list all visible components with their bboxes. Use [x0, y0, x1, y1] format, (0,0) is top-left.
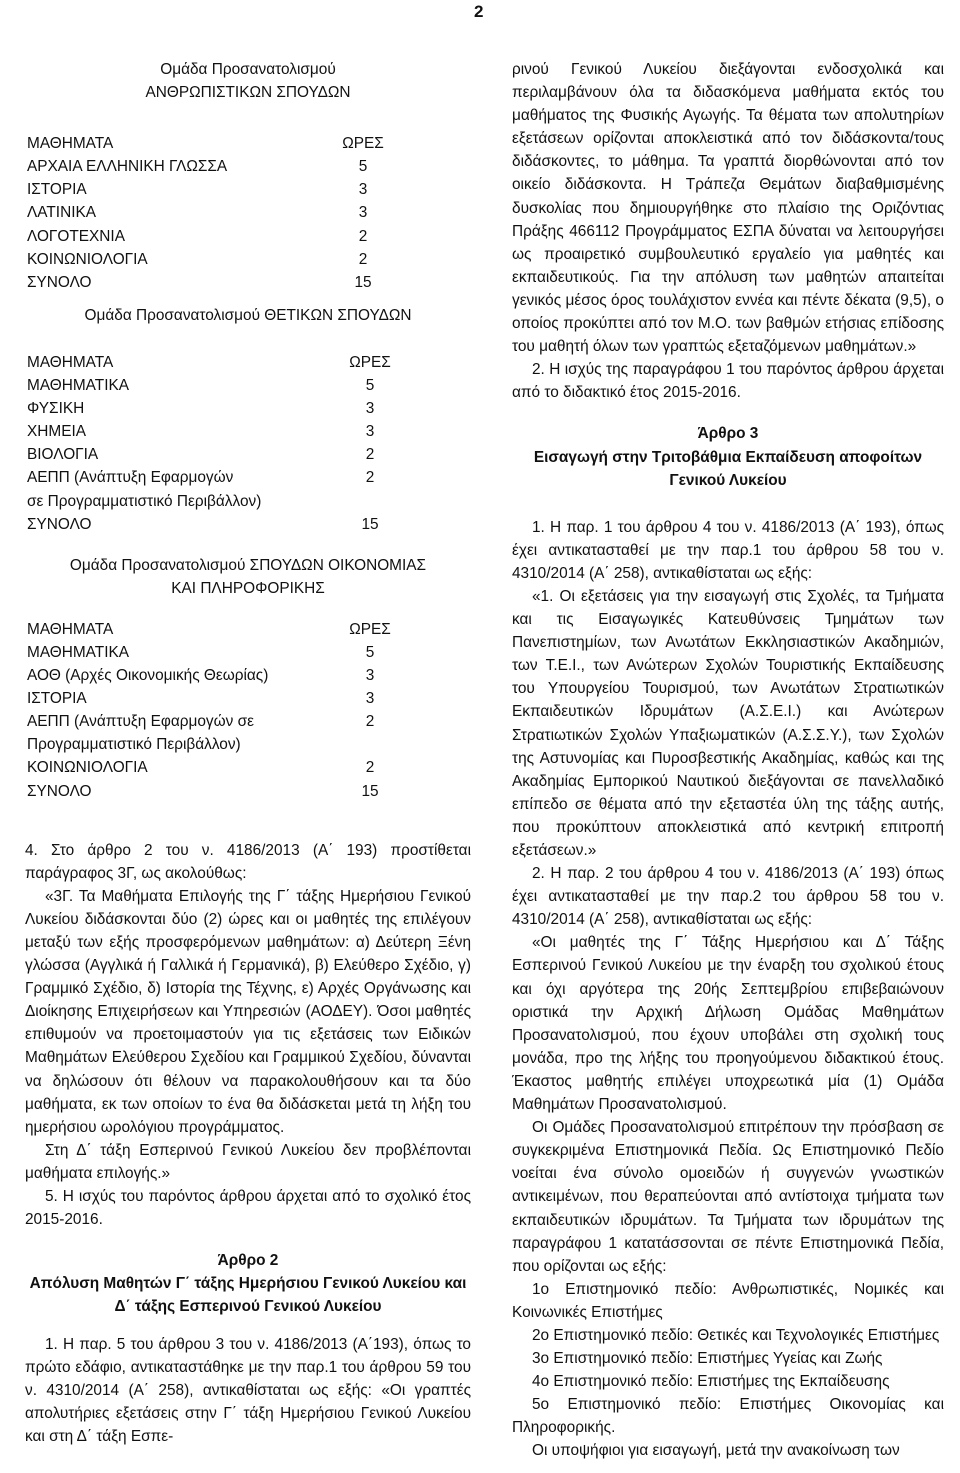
table-row: ΣΥΝΟΛΟ 15: [27, 782, 379, 800]
paragraph-5: 5. Η ισχύς του παρόντος άρθρου άρχεται από το σχολικό έτος 2015-2016.: [25, 1188, 471, 1229]
article-2-paragraph-1: 1. Η παρ. 5 του άρθρου 3 του ν. 4186/2013 (Α΄193), όπως το πρώτο εδάφιο, αντικαταστάθηκε με την παρ.1 του άρθρου 59 του ν. 4310/2014 (Α΄ 258), αντικαθίσταται ως εξής: «Οι γραπτές απολυτήριες εξετάσεις στην Γ΄ τάξη Ημερήσιου Γενικού Λυκείου και στη Δ΄ τάξη Εσπε-: [25, 1335, 471, 1445]
article-3-title-line1: Εισαγωγή στην Τριτοβάθμια Εκπαίδευση αποφοίτων: [533, 448, 923, 466]
table-row: ΑΟΘ (Αρχές Οικονομικής Θεωρίας) 3: [27, 667, 375, 685]
article-3-paragraph-2: 2. Η παρ. 2 του άρθρου 4 του ν. 4186/2013 (Α΄ 193) όπως έχει αντικατασταθεί με την παρ.2 του άρθρου 58 του ν. 4310/2014 (Α΄ 258), αντικαθίσταται ως εξής:: [512, 865, 944, 929]
table-row: ΧΗΜΕΙΑ 3: [27, 423, 375, 441]
field-item: 3ο Επιστημονικό πεδίο: Επιστήμες Υγείας και Ζωής: [532, 1350, 883, 1368]
paragraph-4-intro: 4. Στο άρθρο 2 του ν. 4186/2013 (Α΄ 193) προστίθεται παράγραφος 3Γ, ως ακολούθως:: [25, 841, 471, 882]
paragraph-2: 2. Η ισχύς της παραγράφου 1 του παρόντος άρθρου άρχεται από το διδακτικό έτος 2015-2016.: [512, 361, 944, 402]
continued-paragraph: ρινού Γενικού Λυκείου διεξάγονται ενδοσχολικά και περιλαμβάνουν όλα τα διδασκόμενα μαθήματα εκτός του μαθήματος της Φυσικής Αγωγής. Τα θέματα των απολυτηρίων εξετάσεων ορίζονται αποκλειστικά από τον διδάσκοντα/τους διδάσκοντες, το μάθημα. Τα γραπτά διορθώνονται από τον οικείο διδάσκοντα. Η Τράπεζα Θεμάτων διαβαθμισμένης δυσκολίας που δημιουργήθηκε στο πλαίσιο της Οριζόντιας Πράξης 466112 Προγράμματος ΕΣΠΑ δύναται να λειτουργήσει ως προαιρετικό συμβουλευτικό εργαλείο για μαθητές και εκπαιδευτικούς. Για την απόλυση των μαθητών απαιτείται γενικός μέσος όρος τουλάχιστον εννέα και πέντε δέκατα (9,5), ο οποίος προκύπτει από τον Μ.Ο. των βαθμών ετήσιας επίδοσης του μαθητή όλων των γραπτώς εξεταζόμενων μαθημάτων.»: [512, 61, 944, 356]
table-row: ΚΟΙΝΩΝΙΟΛΟΓΙΑ 2: [27, 759, 375, 777]
table-row: ΜΑΘΗΜΑΤΙΚΑ 5: [27, 377, 375, 395]
field-item: 1ο Επιστημονικό πεδίο: Ανθρωπιστικές, Νομικές και Κοινωνικές Επιστήμες: [512, 1280, 944, 1321]
table-row: ΛΑΤΙΝΙΚΑ 3: [27, 204, 368, 222]
table-row: ΑΡΧΑΙΑ ΕΛΛΗΝΙΚΗ ΓΛΩΣΣΑ 5: [27, 158, 368, 176]
article-3-label: Άρθρο 3: [697, 425, 759, 443]
article-2-label: Άρθρο 2: [217, 1252, 279, 1270]
table-header-row: ΜΑΘΗΜΑΤΑ ΩΡΕΣ: [27, 353, 391, 371]
group2-table: [27, 351, 415, 536]
table-row: ΙΣΤΟΡΙΑ 3: [27, 181, 368, 199]
field-item: 5ο Επιστημονικό πεδίο: Επιστήμες Οικονομίας και Πληροφορικής.: [512, 1396, 944, 1437]
article-3-title-line2: Γενικού Λυκείου: [669, 471, 787, 489]
article-3-groups-paragraph: Οι Ομάδες Προσανατολισμού επιτρέπουν την πρόσβαση σε συγκεκριμένα Επιστημονικά Πεδία. Ως Επιστημονικό Πεδίο νοείται ένα σύνολο ομοειδών ή συγγενών γνωστικών αντικειμένων, που θεραπεύονται από αντίστοιχα τμήματα των εκπαιδευτικών ιδρυμάτων. Τα Τμήματα των ιδρυμάτων της παραγράφου 1 κατατάσσονται σε πέντε Επιστημονικά Πεδία, που ορίζονται ως εξής:: [512, 1119, 944, 1275]
table-row: ΑΕΠΠ (Ανάπτυξη Εφαρμογών σε Προγραμματιστικό Περιβάλλον) 2: [27, 469, 375, 510]
table-row: ΚΟΙΝΩΝΙΟΛΟΓΙΑ 2: [27, 250, 368, 268]
table-row: ΛΟΓΟΤΕΧΝΙΑ 2: [27, 227, 368, 245]
table-header-row: ΜΑΘΗΜΑΤΑ ΩΡΕΣ: [27, 135, 384, 153]
right-column: [512, 58, 944, 1463]
article-3-quote-2: «Οι μαθητές της Γ΄ Τάξης Ημερήσιου και Δ΄ Τάξης Εσπερινού Γενικού Λυκείου με την έναρξη του σχολικού έτους και όχι αργότερα της 20ής Σεπτεμβρίου επιβεβαιώνουν οριστικά την Αρχική Δήλωση Ομάδας Μαθημάτων Προσανατολισμού, που έχουν υποβάλει στη σχολική τους μονάδα, προ της λήξης του προηγούμενου διδακτικού έτους. Έκαστος μαθητής επιλέγει υποχρεωτικά μία (1) Ομάδα Μαθημάτων Προσανατολισμού.: [512, 934, 944, 1114]
table-row: ΦΥΣΙΚΗ 3: [27, 400, 375, 418]
field-item: 4ο Επιστημονικό πεδίο: Επιστήμες της Εκπαίδευσης: [532, 1373, 890, 1391]
field-item: 2ο Επιστημονικό πεδίο: Θετικές και Τεχνολογικές Επιστήμες: [532, 1326, 940, 1344]
table-row: ΒΙΟΛΟΓΙΑ 2: [27, 446, 375, 464]
paragraph-3g: «3Γ. Τα Μαθήματα Επιλογής της Γ΄ τάξης Ημερήσιου Γενικού Λυκείου διδάσκονται δύο (2) ώρες και οι μαθητές της επιλέγουν μεταξύ των εξής προσφερόμενων μαθημάτων: α) Δεύτερη Ξένη γλώσσα (Αγγλικά ή Γαλλικά ή Γερμανικά), β) Ελεύθερο Σχέδιο, γ) Γραμμικό Σχέδιο, δ) Ιστορία της Τέχνης, ε) Αρχές Οργάνωσης και Διοίκησης Επιχειρήσεων και Υπηρεσιών (ΑΟΔΕΥ). Όσοι μαθητές επιθυμούν να προετοιμαστούν για τις εξετάσεις των Ειδικών Μαθημάτων Ελεύθερου Σχεδίου και Γραμμικού Σχεδίου, δύνανται να δηλώσουν ότι θέλουν να παρακολουθήσουν και τα δύο μαθήματα, εκ των οποίων το ένα θα διδάσκεται μετά τη λήξη του ημερήσιου ωρολόγιου προγράμματος.: [25, 887, 471, 1136]
page-number: 2: [474, 2, 484, 21]
table-row: ΙΣΤΟΡΙΑ 3: [27, 690, 375, 708]
table-row: ΣΥΝΟΛΟ 15: [27, 273, 372, 291]
article-3-quote-1: «1. Οι εξετάσεις για την εισαγωγή στις Σχολές, τα Τμήματα και τις Εισαγωγικές Κατευθύνσεις Τμημάτων των Πανεπιστημίων, των Ανωτάτων Εκκλησιαστικών Ακαδημιών, των Τ.Ε.Ι., των Ανώτερων Σχολών Τουριστικής Εκπαίδευσης του Υπουργείου Τουρισμού, των Ανωτάτων Στρατιωτικών Εκπαιδευτικών Ιδρυμάτων (Α.Σ.Ε.Ι.) και Ανώτερων Στρατιωτικών Σχολών Υπαξιωματικών (Α.Σ.Σ.Υ.), των Σχολών της Αστυνομίας και Πυροσβεστικής Ακαδημίας, καθώς και της Ακαδημίας Εμπορικού Ναυτικού διεξάγονται σε πανελλαδικό επίπεδο σε θέματα από την εξεταστέα ύλη της τάξης αυτής, που προκύπτουν αποκλειστικά από κεντρική επιτροπή εξετάσεων.»: [512, 587, 944, 859]
table-row: ΣΥΝΟΛΟ 15: [27, 515, 379, 533]
group2-title: Ομάδα Προσανατολισμού ΘΕΤΙΚΩΝ ΣΠΟΥΔΩΝ: [84, 306, 412, 324]
group1-table: [27, 132, 415, 294]
group3-title: Ομάδα Προσανατολισμού ΣΠΟΥΔΩΝ ΟΙΚΟΝΟΜΙΑΣ ΚΑΙ ΠΛΗΡΟΦΟΡΙΚΗΣ: [69, 556, 427, 597]
article-2-title: Απόλυση Μαθητών Γ΄ τάξης Ημερήσιου Γενικού Λυκείου και Δ΄ τάξης Εσπερινού Γενικού Λυκείου: [29, 1275, 467, 1316]
article-3-paragraph-1: 1. Η παρ. 1 του άρθρου 4 του ν. 4186/2013 (Α΄ 193), όπως έχει αντικατασταθεί με την παρ.1 του άρθρου 58 του ν. 4310/2014 (Α΄ 258), αντικαθίσταται ως εξής:: [512, 518, 944, 582]
table-header-row: ΜΑΘΗΜΑΤΑ ΩΡΕΣ: [27, 620, 391, 638]
table-row: ΜΑΘΗΜΑΤΙΚΑ 5: [27, 643, 375, 661]
group1-title: Ομάδα Προσανατολισμού ΑΝΘΡΩΠΙΣΤΙΚΩΝ ΣΠΟΥΔΩΝ: [145, 61, 351, 102]
paragraph-evening: Στη Δ΄ τάξη Εσπερινού Γενικού Λυκείου δεν προβλέπονται μαθήματα επιλογής.»: [25, 1141, 471, 1182]
group3-table: [27, 618, 415, 803]
last-line: Οι υποψήφιοι για εισαγωγή, μετά την ανακοίνωση των: [532, 1442, 900, 1460]
table-row: ΑΕΠΠ (Ανάπτυξη Εφαρμογών σε Προγραμματιστικό Περιβάλλον) 2: [27, 713, 375, 754]
left-column: [25, 58, 471, 1448]
